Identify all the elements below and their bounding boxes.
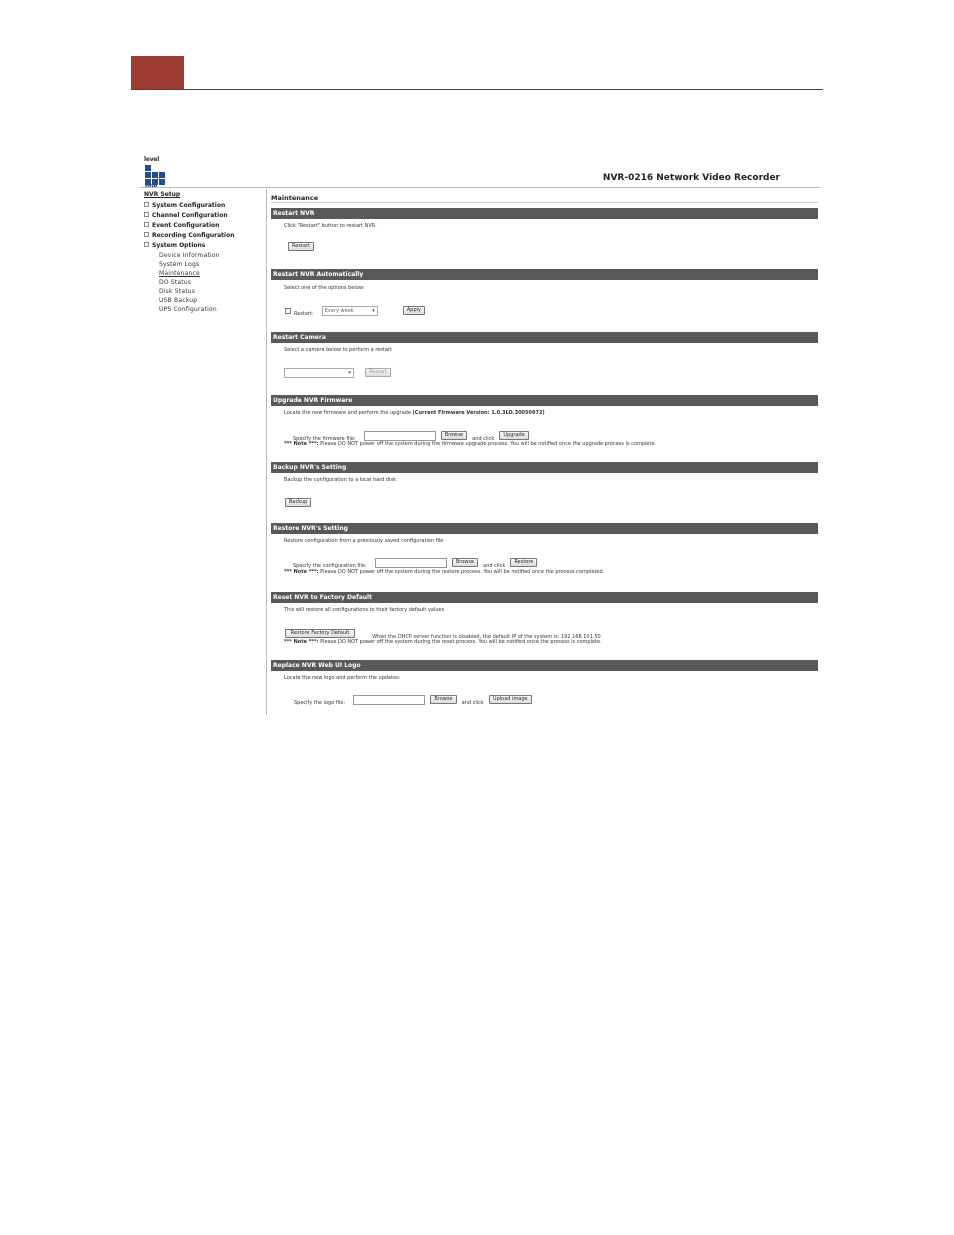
sidebar-sub-do-status[interactable]: DO Status [159, 279, 192, 286]
upload-image-button[interactable]: Upload image [489, 695, 532, 704]
section-header-restart-nvr: Restart NVR [271, 208, 818, 219]
page-title: Maintenance [271, 193, 818, 203]
firmware-browse-button[interactable]: Browse [441, 431, 467, 440]
config-file-label: Specify the configuration file: [293, 563, 367, 569]
sidebar-sub-ups-configuration[interactable]: UPS Configuration [159, 306, 217, 313]
and-click-text: and click [461, 700, 484, 706]
firmware-file-label: Specify the firmware file: [293, 436, 356, 442]
app-title: NVR-0216 Network Video Recorder [602, 173, 780, 183]
backup-button[interactable]: Backup [285, 498, 311, 507]
section-header-replace-logo: Replace NVR Web UI Logo [271, 660, 818, 671]
section-header-restart-camera: Restart Camera [271, 332, 818, 343]
restart-nvr-desc: Click "Restart" button to restart NVR. [284, 223, 377, 229]
restart-auto-desc: Select one of the options below: [284, 285, 365, 291]
level-one-logo [144, 157, 166, 190]
sidebar-sub-usb-backup[interactable]: USB Backup [159, 297, 198, 304]
expand-icon[interactable] [144, 232, 149, 237]
restore-button[interactable]: Restore [510, 558, 537, 567]
sidebar-sub-system-logs[interactable]: System Logs [159, 261, 200, 268]
chevron-down-icon: ▾ [348, 369, 351, 376]
sidebar-heading[interactable]: NVR Setup [144, 191, 181, 198]
restore-desc: Restore configuration from a previously saved configuration file [284, 538, 444, 544]
restart-camera-button[interactable]: Restart [365, 368, 391, 377]
sidebar-sub-maintenance[interactable]: Maintenance [159, 270, 200, 277]
collapse-icon[interactable] [144, 242, 149, 247]
camera-select[interactable] [284, 368, 354, 378]
logo-file-input[interactable] [353, 695, 425, 705]
nvr-web-ui [140, 155, 820, 715]
section-header-backup: Backup NVR's Setting [271, 462, 818, 473]
factory-desc: This will restore all configurations to their factory default values [284, 607, 445, 613]
expand-icon[interactable] [144, 212, 149, 217]
sidebar-item-system-configuration[interactable]: System Configuration [144, 201, 264, 211]
restart-auto-checkbox[interactable] [285, 308, 291, 314]
main-content [271, 193, 818, 706]
restart-nvr-button[interactable]: Restart [288, 242, 314, 251]
chevron-down-icon: ▾ [372, 307, 375, 314]
sidebar-divider [266, 189, 267, 715]
backup-desc: Backup the configuration to a local hard disk [284, 477, 396, 483]
expand-icon[interactable] [144, 202, 149, 207]
logo-text-top: level [144, 156, 160, 163]
sidebar [144, 191, 264, 314]
apply-button[interactable]: Apply [403, 306, 425, 315]
note-prefix: *** Note ***: [284, 569, 319, 575]
logo-file-label: Specify the logo file: [294, 700, 346, 706]
config-file-input[interactable] [375, 558, 447, 568]
firmware-file-input[interactable] [364, 431, 436, 441]
upgrade-note: Please DO NOT power off the system during the firmware upgrade process. You will be notified once the upgrade process is complete. [320, 441, 657, 447]
note-prefix: *** Note ***: [284, 441, 319, 447]
section-header-restart-auto: Restart NVR Automatically [271, 269, 818, 280]
sidebar-item-system-options[interactable]: System Options [144, 241, 264, 251]
and-click-text: and click [472, 436, 495, 442]
sidebar-item-event-configuration[interactable]: Event Configuration [144, 221, 264, 231]
section-header-restore: Restore NVR's Setting [271, 523, 818, 534]
section-header-upgrade: Upgrade NVR Firmware [271, 395, 818, 406]
page-header-rule [131, 89, 823, 90]
note-prefix: *** Note ***: [284, 639, 319, 645]
and-click-text: and click [483, 563, 506, 569]
firmware-version: (Current Firmware Version: 1.0.3LO.30050972) [412, 410, 545, 416]
factory-note: Please DO NOT power off the system during the reset process. You will be notified once the process is complete. [320, 639, 602, 645]
config-browse-button[interactable]: Browse [452, 558, 478, 567]
restart-camera-desc: Select a camera below to perform a restart [284, 347, 392, 353]
logo-browse-button[interactable]: Browse [430, 695, 456, 704]
expand-icon[interactable] [144, 222, 149, 227]
header-divider [140, 187, 820, 188]
restart-schedule-select[interactable]: Every week ▾ [322, 306, 378, 316]
sidebar-sub-device-information[interactable]: Device Information [159, 252, 220, 259]
section-header-factory-default: Reset NVR to Factory Default [271, 592, 818, 603]
logo-desc: Locate the new logo and perform the updates: [284, 675, 401, 681]
sidebar-sub-disk-status[interactable]: Disk Status [159, 288, 196, 295]
restore-factory-default-button[interactable]: Restore Factory Default [285, 629, 355, 638]
page-header-tab [131, 56, 184, 89]
restart-auto-label: Restart: [294, 311, 314, 317]
upgrade-button[interactable]: Upgrade [499, 431, 528, 440]
sidebar-item-recording-configuration[interactable]: Recording Configuration [144, 231, 264, 241]
dhcp-note: When the DHCP server function is disabled, the default IP of the system is: 192.168.101.50 [372, 634, 601, 640]
upgrade-desc: Locate the new firmware and perform the upgrade [284, 410, 411, 416]
sidebar-item-channel-configuration[interactable]: Channel Configuration [144, 211, 264, 221]
restore-note: Please DO NOT power off the system during the restore process. You will be notified once the process completed. [320, 569, 605, 575]
